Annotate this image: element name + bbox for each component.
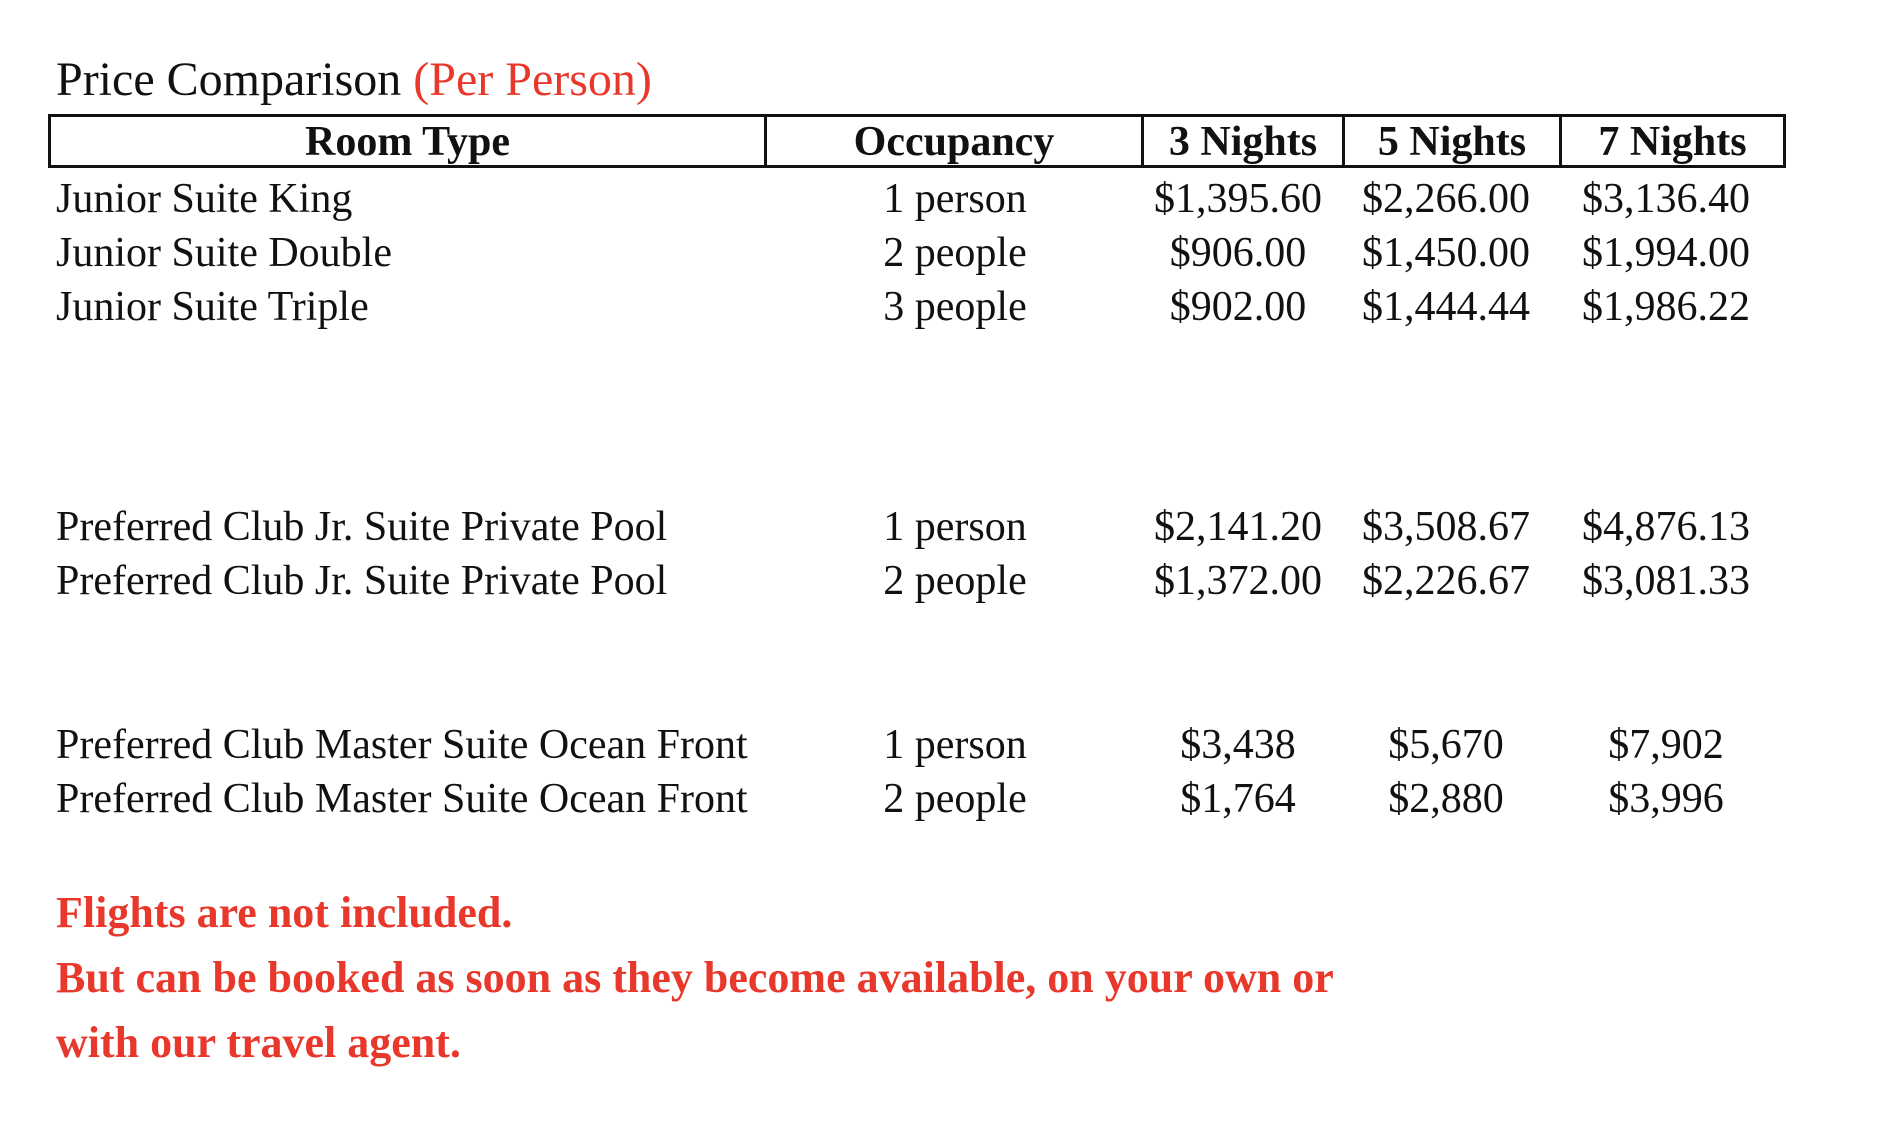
price-7-nights: $3,996 xyxy=(1608,776,1724,822)
note-line-2: But can be booked as soon as they become available, on your own or xyxy=(56,953,1334,1002)
price-5-nights: $1,444.44 xyxy=(1362,284,1530,330)
price-7-nights: $3,081.33 xyxy=(1582,558,1750,604)
price-5-nights: $2,226.67 xyxy=(1362,558,1530,604)
price-5-nights: $1,450.00 xyxy=(1362,230,1530,276)
header-5-nights: 5 Nights xyxy=(1377,119,1527,165)
page-title xyxy=(56,46,652,114)
price-5-nights: $2,266.00 xyxy=(1362,176,1530,222)
price-3-nights: $3,438 xyxy=(1180,722,1296,768)
occupancy-cell: 2 people xyxy=(883,558,1027,604)
room-type-cell: Preferred Club Jr. Suite Private Pool xyxy=(56,504,668,550)
occupancy-cell: 1 person xyxy=(883,722,1027,768)
flights-note xyxy=(56,880,1656,1075)
price-3-nights: $1,764 xyxy=(1180,776,1296,822)
room-type-cell: Junior Suite Triple xyxy=(56,284,369,330)
note-line-1: Flights are not included. xyxy=(56,888,513,937)
occupancy-cell: 2 people xyxy=(883,776,1027,822)
room-type-cell: Junior Suite King xyxy=(56,176,353,222)
title-main: Price Comparison xyxy=(56,53,402,106)
price-7-nights: $4,876.13 xyxy=(1582,504,1750,550)
price-7-nights: $1,986.22 xyxy=(1582,284,1750,330)
room-type-cell: Preferred Club Master Suite Ocean Front xyxy=(56,722,748,768)
room-type-cell: Junior Suite Double xyxy=(56,230,392,276)
price-5-nights: $5,670 xyxy=(1388,722,1504,768)
price-7-nights: $3,136.40 xyxy=(1582,176,1750,222)
price-5-nights: $3,508.67 xyxy=(1362,504,1530,550)
header-3-nights: 3 Nights xyxy=(1168,119,1318,165)
occupancy-cell: 1 person xyxy=(883,504,1027,550)
price-3-nights: $902.00 xyxy=(1169,284,1307,330)
price-3-nights: $906.00 xyxy=(1169,230,1307,276)
occupancy-cell: 3 people xyxy=(883,284,1027,330)
occupancy-cell: 2 people xyxy=(883,230,1027,276)
table-header xyxy=(48,114,1786,168)
room-type-cell: Preferred Club Master Suite Ocean Front xyxy=(56,776,748,822)
price-7-nights: $7,902 xyxy=(1608,722,1724,768)
occupancy-cell: 1 person xyxy=(883,176,1027,222)
price-5-nights: $2,880 xyxy=(1388,776,1504,822)
header-occupancy: Occupancy xyxy=(853,119,1055,165)
room-type-cell: Preferred Club Jr. Suite Private Pool xyxy=(56,558,668,604)
price-3-nights: $2,141.20 xyxy=(1154,504,1322,550)
price-7-nights: $1,994.00 xyxy=(1582,230,1750,276)
header-room-type: Room Type xyxy=(305,119,510,165)
price-3-nights: $1,395.60 xyxy=(1154,176,1322,222)
header-7-nights: 7 Nights xyxy=(1598,119,1747,165)
note-line-3: with our travel agent. xyxy=(56,1018,461,1067)
title-accent: (Per Person) xyxy=(413,53,652,106)
price-3-nights: $1,372.00 xyxy=(1154,558,1322,604)
